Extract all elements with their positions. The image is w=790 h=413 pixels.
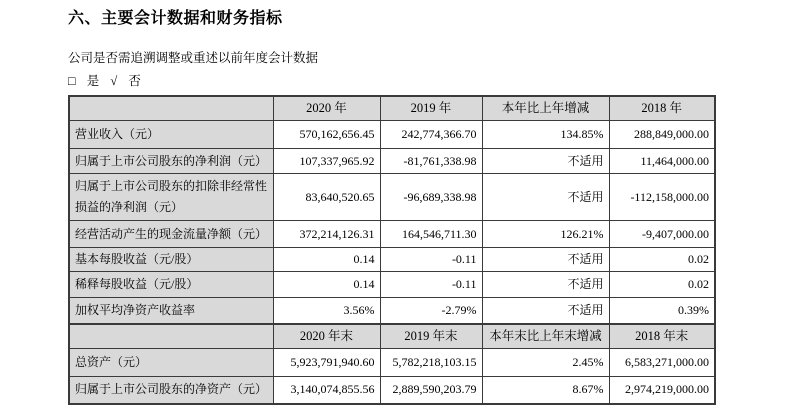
value-2019: 2,889,590,203.79 [380, 377, 482, 404]
table-row [69, 377, 715, 404]
col-header-2018-end: 2018 年末 [609, 324, 715, 349]
value-change: 不适用 [482, 248, 609, 272]
row-label: 总资产（元） [69, 349, 273, 377]
table-row [69, 96, 715, 121]
value-2020: 107,337,965.92 [273, 149, 380, 174]
value-2020: 3.56% [273, 298, 380, 324]
table-row [69, 324, 715, 349]
section-title: 六、主要会计数据和财务指标 [68, 10, 283, 27]
table-row [69, 121, 715, 149]
row-label: 经营活动产生的现金流量净额（元） [69, 221, 273, 248]
value-2018: 0.39% [609, 298, 715, 324]
value-2020: 83,640,520.65 [273, 174, 380, 221]
value-2020: 5,923,791,940.60 [273, 349, 380, 377]
table-row [69, 272, 715, 298]
table-row [69, 149, 715, 174]
value-2019: 164,546,711.30 [380, 221, 482, 248]
row-label: 归属于上市公司股东的净资产（元） [69, 377, 273, 404]
value-change: 不适用 [482, 149, 609, 174]
option-yes-label: 是 [86, 74, 100, 88]
value-2020: 0.14 [273, 272, 380, 298]
value-2018: 0.02 [609, 248, 715, 272]
value-2019: 5,782,218,103.15 [380, 349, 482, 377]
table-row [69, 221, 715, 248]
restatement-question: 公司是否需追溯调整或重述以前年度会计数据 [68, 51, 319, 65]
checkmark-icon: √ [110, 74, 118, 88]
col-header-2019-end: 2019 年末 [380, 324, 482, 349]
value-change: 不适用 [482, 174, 609, 221]
col-header-2019: 2019 年 [380, 96, 482, 121]
value-2019: -81,761,338.98 [380, 149, 482, 174]
corner-cell [69, 96, 273, 121]
financial-indicators-table [68, 95, 716, 405]
col-header-2020-end: 2020 年末 [273, 324, 380, 349]
corner-cell [69, 324, 273, 349]
value-2019: -0.11 [380, 248, 482, 272]
col-header-change: 本年比上年增减 [482, 96, 609, 121]
table-row [69, 174, 715, 221]
row-label: 基本每股收益（元/股） [69, 248, 273, 272]
value-2018: 6,583,271,000.00 [609, 349, 715, 377]
value-change: 不适用 [482, 272, 609, 298]
row-label: 稀释每股收益（元/股） [69, 272, 273, 298]
value-2018: 11,464,000.00 [609, 149, 715, 174]
col-header-2020: 2020 年 [273, 96, 380, 121]
value-2020: 372,214,126.31 [273, 221, 380, 248]
restatement-options [68, 74, 790, 88]
value-2019: -0.11 [380, 272, 482, 298]
value-2020: 0.14 [273, 248, 380, 272]
col-header-2018: 2018 年 [609, 96, 715, 121]
row-label: 营业收入（元） [69, 121, 273, 149]
row-label: 归属于上市公司股东的扣除非经常性损益的净利润（元） [69, 174, 273, 221]
value-2020: 570,162,656.45 [273, 121, 380, 149]
value-2018: 2,974,219,000.00 [609, 377, 715, 404]
value-change: 126.21% [482, 221, 609, 248]
value-2018: -9,407,000.00 [609, 221, 715, 248]
row-label: 加权平均净资产收益率 [69, 298, 273, 324]
value-2019: -96,689,338.98 [380, 174, 482, 221]
option-no-label: 否 [128, 74, 141, 88]
table-row [69, 349, 715, 377]
value-change: 不适用 [482, 298, 609, 324]
value-2019: -2.79% [380, 298, 482, 324]
value-change: 2.45% [482, 349, 609, 377]
value-change: 134.85% [482, 121, 609, 149]
col-header-change-end: 本年末比上年末增减 [482, 324, 609, 349]
value-2018: -112,158,000.00 [609, 174, 715, 221]
value-change: 8.67% [482, 377, 609, 404]
value-2019: 242,774,366.70 [380, 121, 482, 149]
value-2018: 0.02 [609, 272, 715, 298]
value-2020: 3,140,074,855.56 [273, 377, 380, 404]
table-row [69, 298, 715, 324]
table-row [69, 248, 715, 272]
row-label: 归属于上市公司股东的净利润（元） [69, 149, 273, 174]
value-2018: 288,849,000.00 [609, 121, 715, 149]
checkbox-empty-icon: □ [68, 74, 76, 88]
